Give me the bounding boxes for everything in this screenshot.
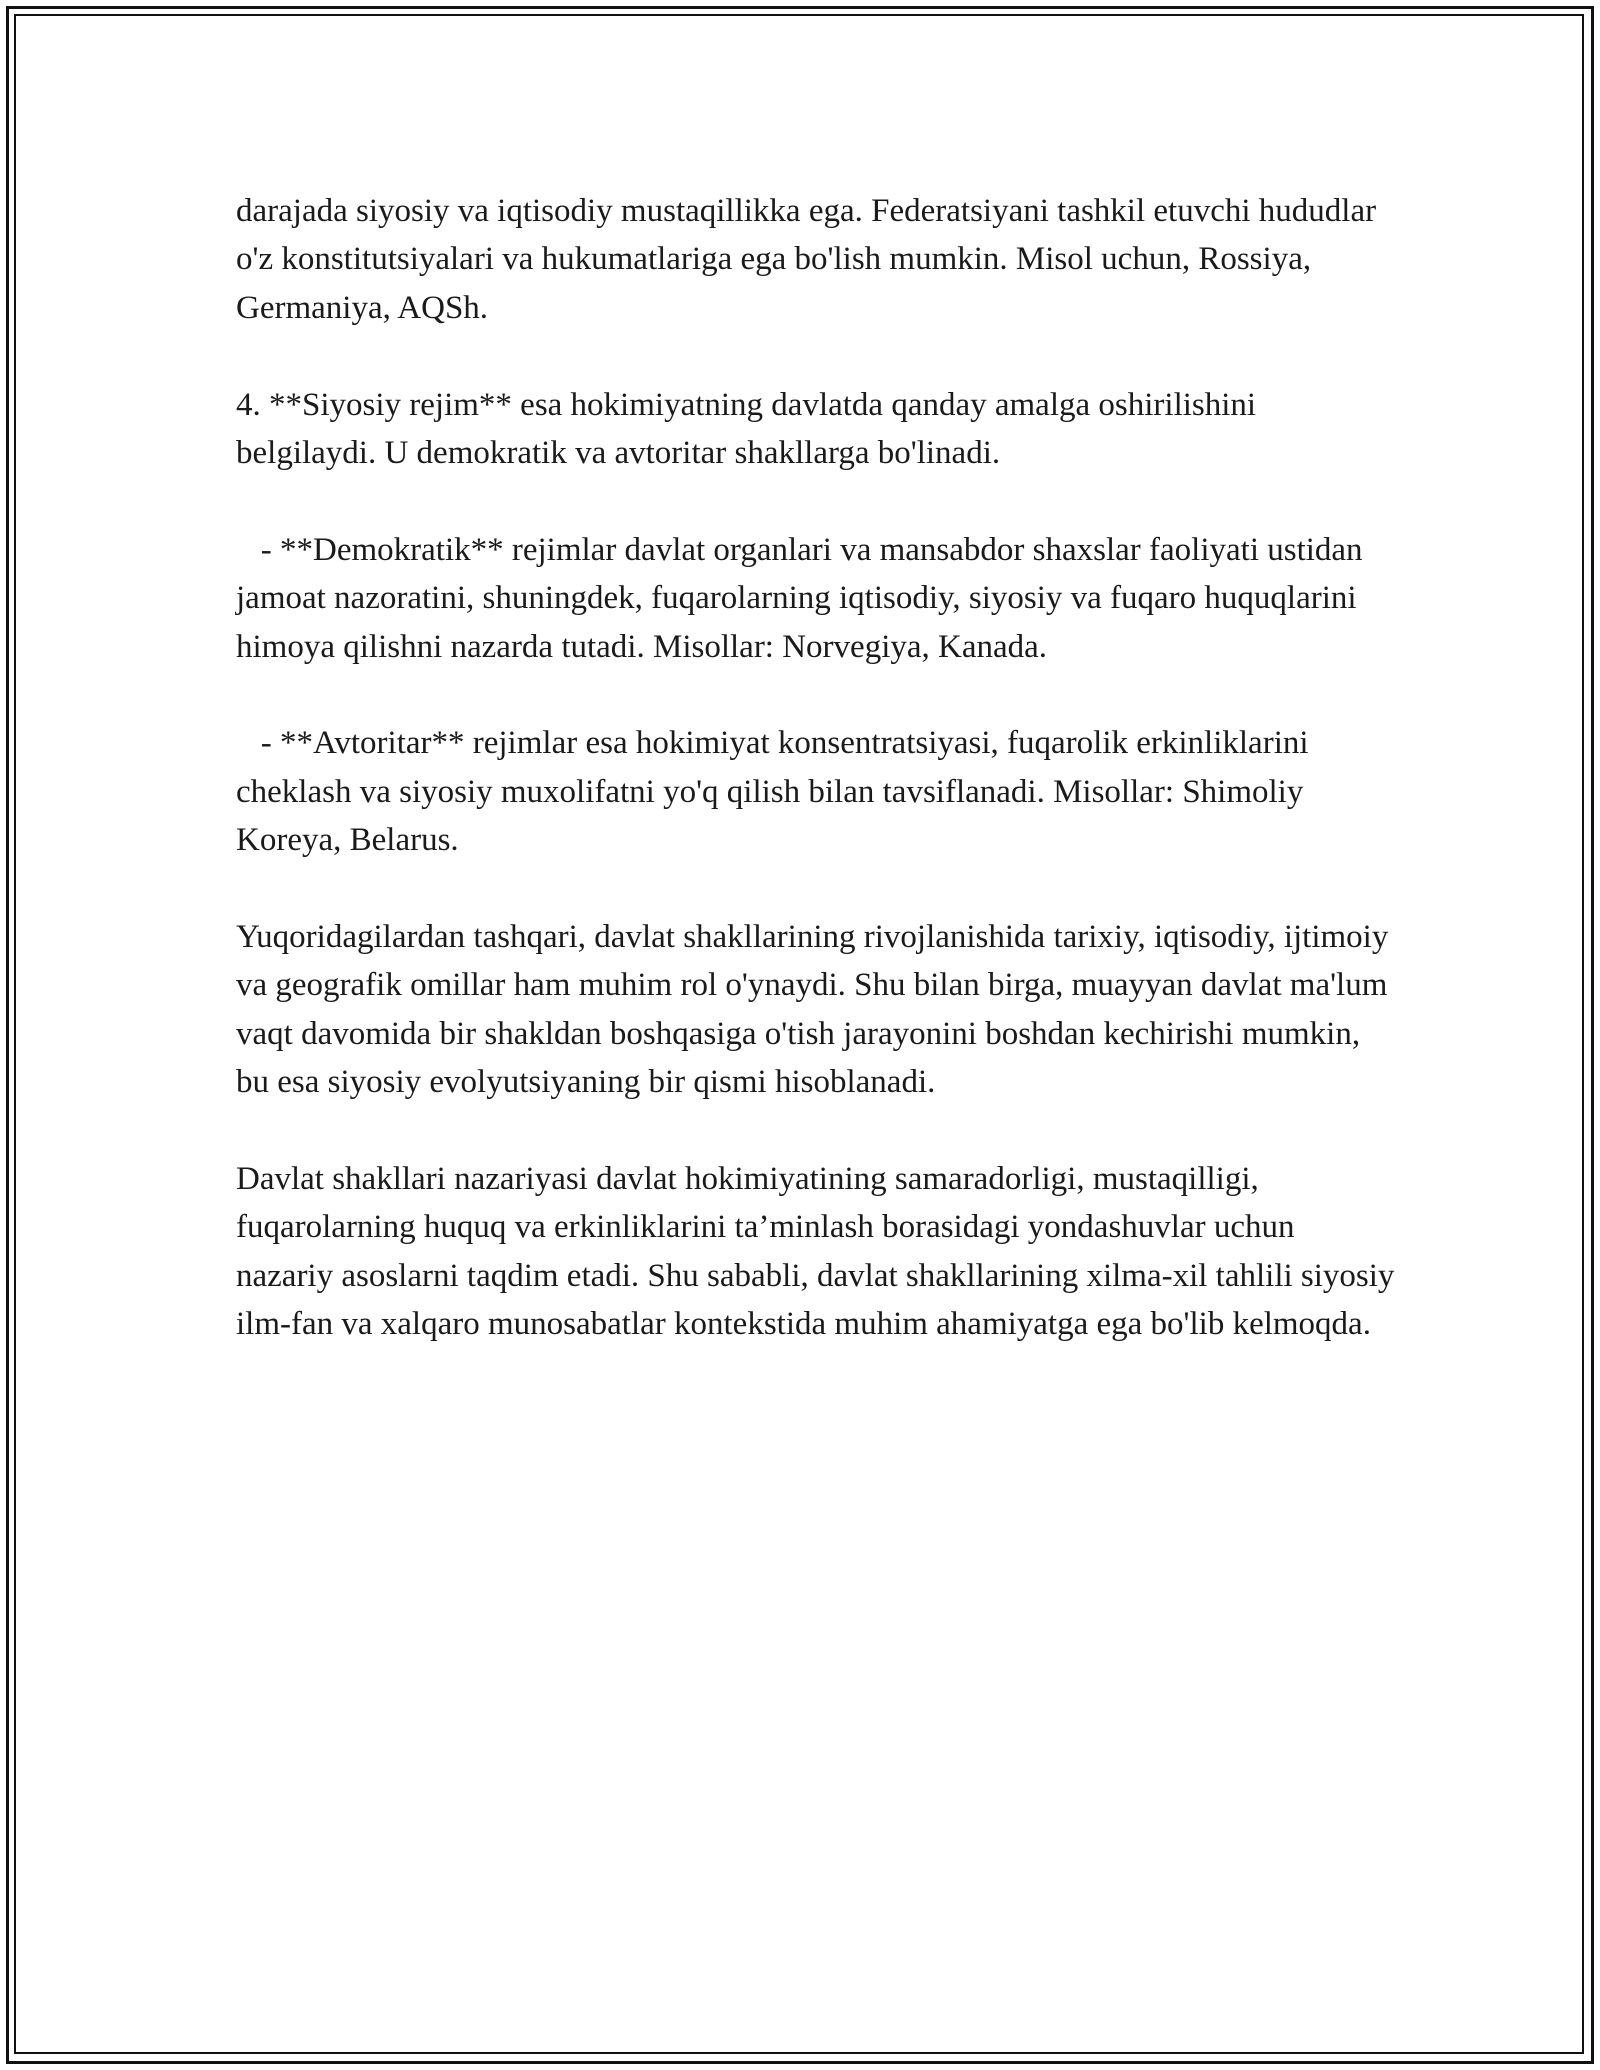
paragraph-democratic-regime: - **Demokratik** rejimlar davlat organlari va mansabdor shaxslar faoliyati ustidan jamoat nazoratini, shuningdek, fuqarolarning iqtisodiy, siyosiy va fuqaro huquqlarini himoya qilishni nazarda tutadi. Misollar: Norvegiya, Kanada. [236,531,1371,665]
paragraph-federation-continued: darajada siyosiy va iqtisodiy mustaqillikka ega. Federatsiyani tashkil etuvchi hududlar o'z konstitutsiyalari va hukumatlariga ega bo'lish mumkin. Misol uchun, Rossiya, Germaniya, AQSh. [236,193,1385,326]
paragraph-theory-conclusion: Davlat shakllari nazariyasi davlat hokimiyatining samaradorligi, mustaqilligi, fuqarolarning huquq va erkinliklarini ta’minlash borasidagi yondashuvlar uchun nazariy asoslarni taqdim etadi. Shu sababli, davlat shakllarining xilma-xil tahlili siyosiy ilm-fan va xalqaro munosabatlar kontekstida muhim ahamiyatga ega bo'lib kelmoqda. [236,1161,1403,1343]
paragraph-political-regime: 4. **Siyosiy rejim** esa hokimiyatning davlatda qanday amalga oshirilishini belgilaydi. U demokratik va avtoritar shakllarga bo'linadi. [236,386,1265,472]
paragraph-historical-factors: Yuqoridagilardan tashqari, davlat shakllarining rivojlanishida tarixiy, iqtisodiy, ijtimoiy va geografik omillar ham muhim rol o'ynaydi. Shu bilan birga, muayyan davlat ma'lum vaqt davomida bir shakldan boshqasiga o'tish jarayonini boshdan kechirishi mumkin, bu esa siyosiy evolyutsiyaning bir qismi hisoblanadi. [236,919,1397,1101]
paragraph-authoritarian-regime: - **Avtoritar** rejimlar esa hokimiyat konsentratsiyasi, fuqarolik erkinliklarini cheklash va siyosiy muxolifatni yo'q qilish bilan tavsiflanadi. Misollar: Shimoliy Koreya, Belarus. [236,725,1317,859]
document-body [236,187,1403,1349]
